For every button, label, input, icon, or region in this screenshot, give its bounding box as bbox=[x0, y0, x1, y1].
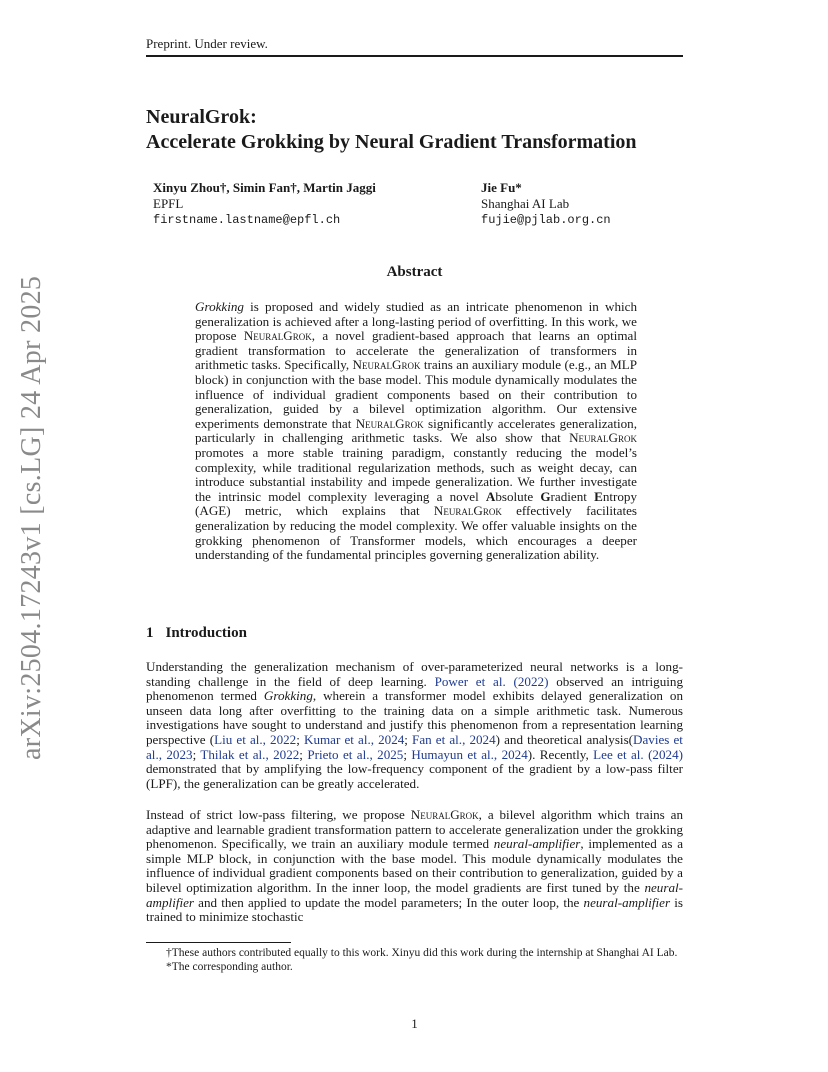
abstract-text: bsolute bbox=[495, 488, 541, 504]
method-name: NeuralGrok bbox=[355, 415, 424, 431]
citation-link[interactable]: (2024) bbox=[648, 746, 683, 762]
body-text: is trained to minimize stochastic bbox=[146, 894, 683, 925]
abstract-text: is proposed and widely studied as an intricate phenomenon in which generalization is achieved after a long-lasting period of overfitting. In this work, we propose bbox=[195, 299, 637, 344]
abstract-text: radient bbox=[550, 488, 595, 504]
citation-link[interactable]: Davies et al., 2023 bbox=[146, 731, 683, 762]
abstract-text: ntropy (AGE) metric, which explains that bbox=[195, 488, 637, 519]
body-text: Understanding the generalization mechanism of over-parameterized neural networks is a long-standing challenge in the field of deep learning. bbox=[146, 659, 683, 689]
citation-link[interactable]: Liu et al., 2022 bbox=[214, 731, 297, 747]
citation-link[interactable]: (2022) bbox=[513, 673, 549, 689]
footnote-rule bbox=[146, 942, 291, 943]
term-neural-amplifier: neural-amplifier bbox=[146, 879, 683, 910]
author-names: Jie Fu* bbox=[481, 180, 522, 195]
citation-link[interactable]: Humayun et al., 2024 bbox=[411, 746, 528, 762]
body-text: , implemented as a simple MLP block, in conjunction with the base model. This module dynamically modulates the influence of individual gradient components based on their contribution to generalization, guided by a bilevel optimization algorithm. In the inner loop, the model gradients are first tuned by the bbox=[146, 836, 684, 895]
author-names: Xinyu Zhou†, Simin Fan†, Martin Jaggi bbox=[153, 180, 376, 195]
abstract-body bbox=[195, 300, 637, 563]
body-text: , a bilevel algorithm which trains an adaptive and learnable gradient transformation pattern to accelerate generalization under the grokking phenomenon. Specifically, we train an auxiliary module termed bbox=[146, 807, 683, 852]
abstract-heading: Abstract bbox=[386, 264, 443, 280]
method-name: NeuralGrok bbox=[410, 807, 479, 822]
term-neural-amplifier: neural-amplifier bbox=[583, 894, 671, 910]
author-email: firstname.lastname@epfl.ch bbox=[153, 213, 341, 227]
title-line-1: NeuralGrok: bbox=[146, 106, 257, 128]
citation-link[interactable]: Thilak et al., 2022 bbox=[200, 746, 300, 762]
citation-link[interactable]: Prieto et al., 2025 bbox=[307, 746, 404, 762]
age-letter: G bbox=[540, 488, 551, 504]
arxiv-stamp: arXiv:2504.17243v1 [cs.LG] 24 Apr 2025 bbox=[16, 275, 47, 760]
age-letter: A bbox=[485, 488, 496, 504]
title-line-2: Accelerate Grokking by Neural Gradient Transformation bbox=[146, 131, 637, 153]
abstract-text: trains an auxiliary module (e.g., an MLP block) in conjunction with the base model. This module dynamically modulates the influence of individual gradient components based on their contribution to generalization, guided by a bilevel optimization algorithm. Our extensive experiments demonstrate that bbox=[195, 357, 637, 431]
method-name: NeuralGrok bbox=[433, 503, 502, 519]
section-title: Introduction bbox=[165, 625, 247, 641]
footnote-corresponding-author: *The corresponding author. bbox=[166, 961, 293, 973]
term-grokking: Grokking bbox=[195, 299, 244, 314]
term-grokking: Grokking bbox=[263, 688, 313, 704]
term-neural-amplifier: neural-amplifier bbox=[493, 836, 581, 852]
running-header: Preprint. Under review. bbox=[146, 36, 683, 57]
author-group-2 bbox=[481, 180, 611, 228]
body-text: ) and theoretical analysis( bbox=[495, 731, 634, 747]
body-text: observed an intriguing phenomenon termed bbox=[146, 673, 683, 704]
citation-link[interactable]: Power et al. bbox=[434, 673, 506, 689]
method-name: NeuralGrok bbox=[569, 430, 637, 446]
author-affiliation: EPFL bbox=[153, 196, 184, 211]
method-name: NeuralGrok bbox=[352, 357, 421, 373]
body-text: and then applied to update the model parameters; In the outer loop, the bbox=[194, 894, 584, 910]
intro-paragraph-2 bbox=[146, 808, 683, 925]
footnotes bbox=[146, 946, 683, 974]
page-number: 1 bbox=[411, 1016, 418, 1031]
author-group-1 bbox=[153, 180, 376, 228]
age-letter: E bbox=[594, 488, 603, 504]
abstract-text: promotes a more stable training paradigm, constantly reducing the model’s complexity, while traditional regularization methods, such as weight decay, can introduce substantial instability and impede generalization. We further investigate the intrinsic model complexity leveraging a novel bbox=[195, 444, 637, 504]
body-text: , wherein a transformer model exhibits delayed generalization on unseen data long after overfitting to the training data on a simple arithmetic task. Numerous investigations have sought to understand and justify this phenomenon from a representation learning perspective ( bbox=[146, 688, 683, 747]
body-text: ). Recently, bbox=[527, 746, 594, 762]
body-text: demonstrated that by amplifying the low-frequency component of the gradient by a low-pass filter (LPF), the generalization can be greatly accelerated. bbox=[146, 761, 683, 791]
body-text: Instead of strict low-pass filtering, we propose bbox=[146, 807, 411, 822]
abstract-text: effectively facilitates generalization by reducing the model complexity. We offer valuable insights on the grokking phenomenon of Transformer models, which encourages a deeper understanding of the fundamental principles governing generalization ability. bbox=[195, 503, 637, 563]
citation-link[interactable]: Fan et al., 2024 bbox=[412, 731, 496, 747]
abstract-text: , a novel gradient-based approach that learns an optimal gradient transformation to accelerate the generalization of transformers in arithmetic tasks. Specifically, bbox=[195, 328, 637, 373]
footnote-equal-contribution: †These authors contributed equally to this work. Xinyu did this work during the internship at Shanghai AI Lab. bbox=[166, 947, 678, 959]
method-name: NeuralGrok bbox=[243, 328, 312, 344]
intro-paragraph-1: Understanding the generalization mechanism of over-parameterized neural networks is a long-standing challenge in the field of deep learning. Power et al. (2022) observed an intriguing phenomenon termed Grokking, wherein a transformer model exhibits delayed generalization on unseen data long after overfitting to the training data on a simple arithmetic task. Numerous investigations have sought to understand and justify this phenomenon from a representation learning perspective (Liu et al., 2022; Kumar et al., 2024; Fan et al., 2024) and theoretical analysis(Davies et al., 2023; Thilak et al., 2022; Prieto et al., 2025; Humayun et al., 2024). Recently, Lee et al. (2024) demonstrated that by amplifying the low-frequency component of the gradient by a low-pass filter (LPF), the generalization can be greatly accelerated. bbox=[146, 659, 683, 791]
author-affiliation: Shanghai AI Lab bbox=[481, 196, 570, 211]
citation-link[interactable]: Kumar et al., 2024 bbox=[303, 731, 405, 747]
citation-link[interactable]: Lee et al. bbox=[593, 746, 644, 762]
section-number: 1 bbox=[146, 625, 154, 641]
abstract-text: significantly accelerates generalization, particularly in challenging arithmetic tasks. We also show that bbox=[195, 415, 637, 446]
author-email: fujie@pjlab.org.cn bbox=[481, 213, 611, 227]
paper-title bbox=[146, 105, 706, 155]
section-heading bbox=[146, 625, 247, 642]
